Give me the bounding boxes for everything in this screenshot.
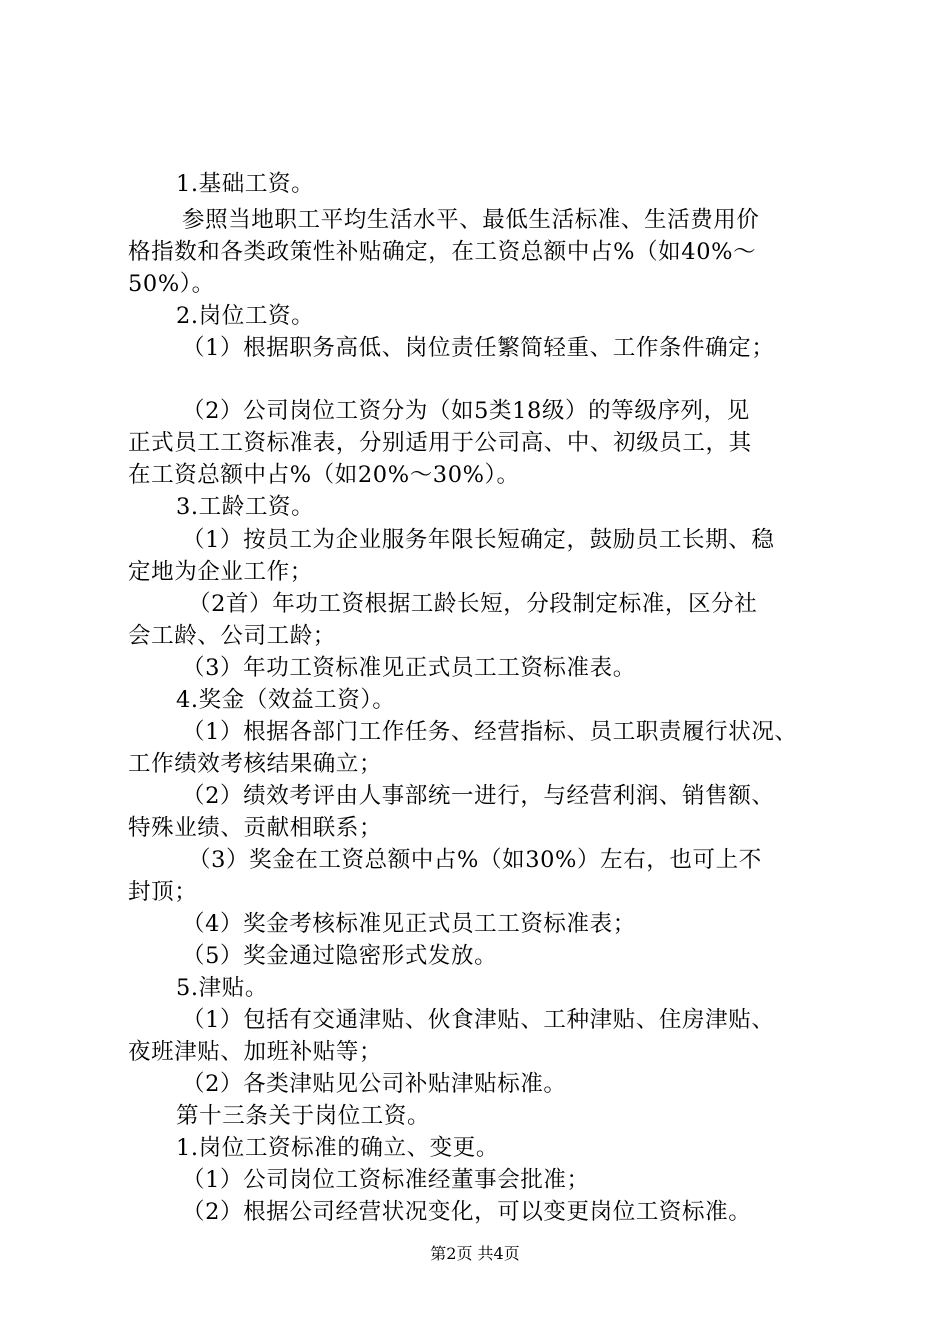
text-line: 定地为企业工作； [128,559,313,585]
text-line: 格指数和各类政策性补贴确定，在工资总额中占%（如40%～ [128,239,757,265]
page-number: 第2页 共4页 [430,1244,520,1263]
text-line: 1.基础工资。 [176,171,315,197]
text-line: 在工资总额中占%（如20%～30%）。 [128,462,520,488]
text-line: （2首）年功工资根据工龄长短，分段制定标准，区分社 [188,591,758,617]
text-line: 参照当地职工平均生活水平、最低生活标准、生活费用价 [182,207,760,233]
text-line: 4.奖金（效益工资）。 [176,687,396,713]
text-line: 3.工龄工资。 [176,494,315,520]
text-line: （3）年功工资标准见正式员工工资标准表。 [182,655,636,681]
text-line: 会工龄、公司工龄； [128,623,336,649]
text-line: 第十三条关于岗位工资。 [176,1103,431,1129]
text-line: （1）根据各部门工作任务、经营指标、员工职责履行状况、 [182,719,798,745]
text-line: （1）按员工为企业服务年限长短确定，鼓励员工长期、稳 [182,527,775,553]
text-line: （2）根据公司经营状况变化，可以变更岗位工资标准。 [182,1199,752,1225]
text-line: （4）奖金考核标准见正式员工工资标准表； [182,911,636,937]
text-line: （1）根据职务高低、岗位责任繁简轻重、工作条件确定； [182,335,775,361]
text-line: （5）奖金通过隐密形式发放。 [182,943,498,969]
text-line: （2）公司岗位工资分为（如5类18级）的等级序列，见 [182,398,750,424]
text-line: （2）绩效考评由人事部统一进行，与经营利润、销售额、 [182,783,775,809]
text-line: （2）各类津贴见公司补贴津贴标准。 [182,1071,567,1097]
text-line: （3）奖金在工资总额中占%（如30%）左右，也可上不 [188,847,762,873]
text-line: 夜班津贴、加班补贴等； [128,1039,383,1065]
text-line: （1）包括有交通津贴、伙食津贴、工种津贴、住房津贴、 [182,1007,775,1033]
text-line: 封顶； [128,879,198,905]
text-line: 正式员工工资标准表，分别适用于公司高、中、初级员工，其 [128,430,752,456]
text-line: （1）公司岗位工资标准经董事会批准； [182,1167,590,1193]
text-line: 50%）。 [128,271,215,297]
text-line: 2.岗位工资。 [176,303,315,329]
text-line: 特殊业绩、贡献相联系； [128,815,383,841]
text-line: 工作绩效考核结果确立； [128,751,383,777]
text-line: 5.津贴。 [176,975,268,1001]
text-line: 1.岗位工资标准的确立、变更。 [176,1135,499,1161]
